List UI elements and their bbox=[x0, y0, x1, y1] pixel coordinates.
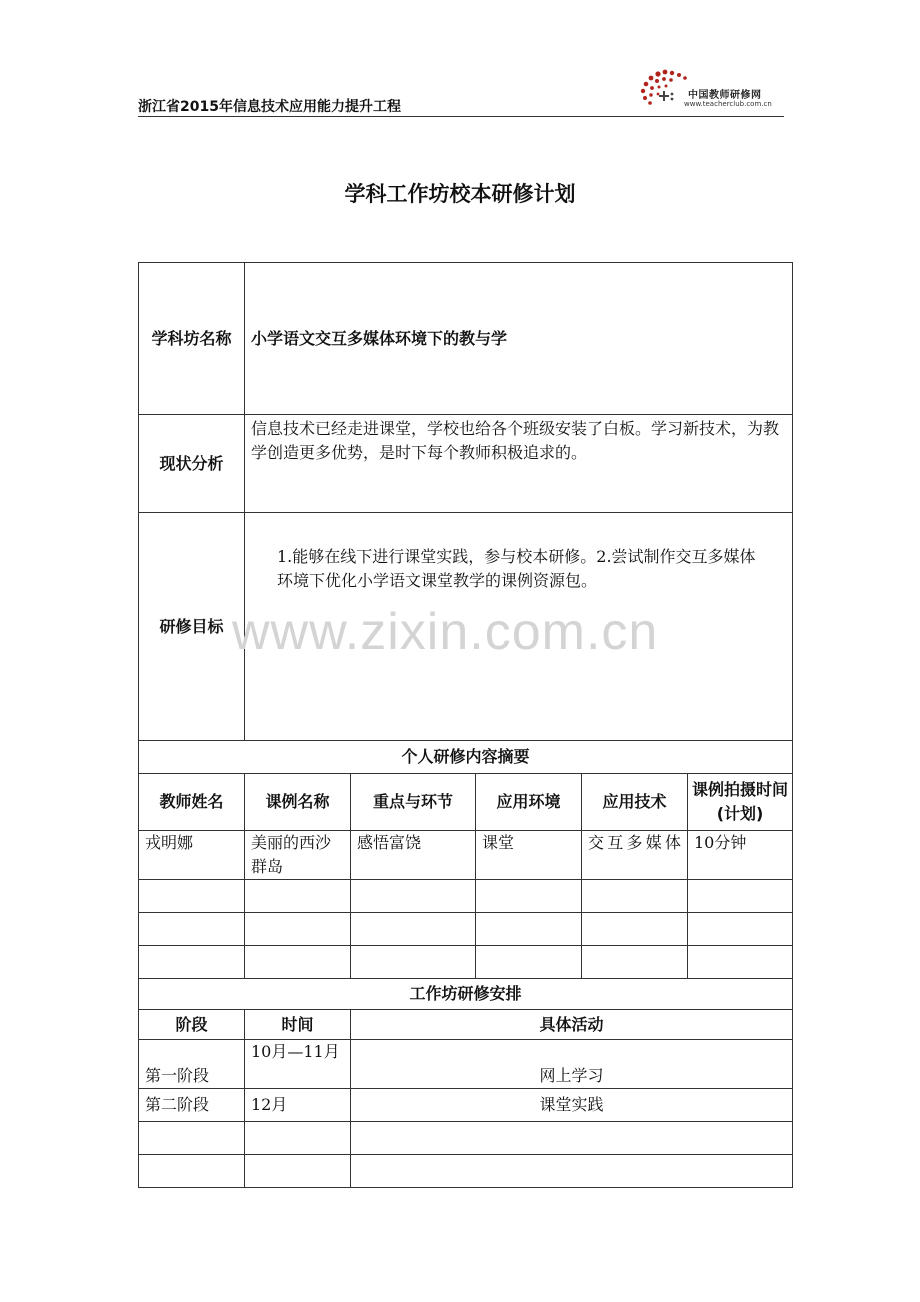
column-header-technology: 应用技术 bbox=[582, 774, 688, 831]
goal-value: 1.能够在线下进行课堂实践，参与校本研修。2.尝试制作交互多媒体环境下优化小学语文课堂教学的课例资源包。 bbox=[245, 513, 793, 741]
cell-focus bbox=[351, 880, 476, 913]
workshop-name-value: 小学语文交互多媒体环境下的教与学 bbox=[245, 263, 793, 415]
cell-technology bbox=[582, 946, 688, 979]
column-header-time: 时间 bbox=[245, 1010, 351, 1040]
table-row bbox=[139, 1089, 793, 1122]
cell-stage: 第二阶段 bbox=[139, 1089, 245, 1122]
cell-activity: 网上学习 bbox=[351, 1040, 793, 1089]
personal-header-row bbox=[139, 774, 793, 831]
schedule-section-row bbox=[139, 979, 793, 1010]
cell-technology bbox=[582, 913, 688, 946]
workshop-name-label: 学科坊名称 bbox=[139, 263, 245, 415]
cell-activity bbox=[351, 1155, 793, 1188]
column-header-stage: 阶段 bbox=[139, 1010, 245, 1040]
table-row bbox=[139, 1122, 793, 1155]
cell-focus bbox=[351, 946, 476, 979]
cell-teacher: 戎明娜 bbox=[139, 831, 245, 880]
personal-section-row bbox=[139, 741, 793, 774]
cell-teacher bbox=[139, 880, 245, 913]
watermark: www.zixin.com.cn bbox=[232, 603, 659, 661]
table-row bbox=[139, 1040, 793, 1089]
logo-name: 中国教师研修网 bbox=[688, 90, 762, 101]
workshop-name-row bbox=[139, 263, 793, 415]
table-row bbox=[139, 831, 793, 880]
cell-environment: 课堂 bbox=[476, 831, 582, 880]
column-header-focus: 重点与环节 bbox=[351, 774, 476, 831]
column-header-lesson: 课例名称 bbox=[245, 774, 351, 831]
analysis-value: 信息技术已经走进课堂，学校也给各个班级安装了白板。学习新技术，为教学创造更多优势，是时下每个教师积极追求的。 bbox=[245, 415, 793, 513]
column-header-activity: 具体活动 bbox=[351, 1010, 793, 1040]
cell-activity: 课堂实践 bbox=[351, 1089, 793, 1122]
cell-stage bbox=[139, 1155, 245, 1188]
cell-focus bbox=[351, 913, 476, 946]
column-header-filming-time: 课例拍摄时间(计划) bbox=[688, 774, 793, 831]
cell-filming-time bbox=[688, 913, 793, 946]
cell-filming-time: 10分钟 bbox=[688, 831, 793, 880]
cell-time: 12月 bbox=[245, 1089, 351, 1122]
goal-row bbox=[139, 513, 793, 741]
cell-environment bbox=[476, 880, 582, 913]
cell-technology bbox=[582, 880, 688, 913]
header-divider bbox=[138, 116, 784, 117]
cell-environment bbox=[476, 913, 582, 946]
cell-time bbox=[245, 1155, 351, 1188]
schedule-header-row bbox=[139, 1010, 793, 1040]
personal-section-title: 个人研修内容摘要 bbox=[139, 741, 793, 774]
cell-environment bbox=[476, 946, 582, 979]
table-row bbox=[139, 946, 793, 979]
logo-url: www.teacherclub.com.cn bbox=[684, 100, 772, 108]
cell-lesson bbox=[245, 880, 351, 913]
cell-lesson: 美丽的西沙群岛 bbox=[245, 831, 351, 880]
cell-lesson bbox=[245, 946, 351, 979]
table-row bbox=[139, 913, 793, 946]
cell-filming-time bbox=[688, 946, 793, 979]
column-header-environment: 应用环境 bbox=[476, 774, 582, 831]
table-row bbox=[139, 880, 793, 913]
cell-stage: 第一阶段 bbox=[139, 1040, 245, 1089]
cell-teacher bbox=[139, 946, 245, 979]
table-row bbox=[139, 1155, 793, 1188]
cell-stage bbox=[139, 1122, 245, 1155]
cell-lesson bbox=[245, 913, 351, 946]
analysis-row bbox=[139, 415, 793, 513]
cell-time bbox=[245, 1122, 351, 1155]
cell-time: 10月—11月 bbox=[245, 1040, 351, 1089]
cell-focus: 感悟富饶 bbox=[351, 831, 476, 880]
header-title: 浙江省2015年信息技术应用能力提升工程 bbox=[138, 99, 401, 115]
research-plan-table bbox=[138, 262, 793, 1188]
analysis-label: 现状分析 bbox=[139, 415, 245, 513]
cell-activity bbox=[351, 1122, 793, 1155]
document-title: 学科工作坊校本研修计划 bbox=[344, 182, 576, 206]
cell-filming-time bbox=[688, 880, 793, 913]
schedule-section-title: 工作坊研修安排 bbox=[139, 979, 793, 1010]
cell-technology: 交互多媒体 bbox=[582, 831, 688, 880]
cell-teacher bbox=[139, 913, 245, 946]
goal-label: 研修目标 bbox=[139, 513, 245, 741]
column-header-teacher: 教师姓名 bbox=[139, 774, 245, 831]
